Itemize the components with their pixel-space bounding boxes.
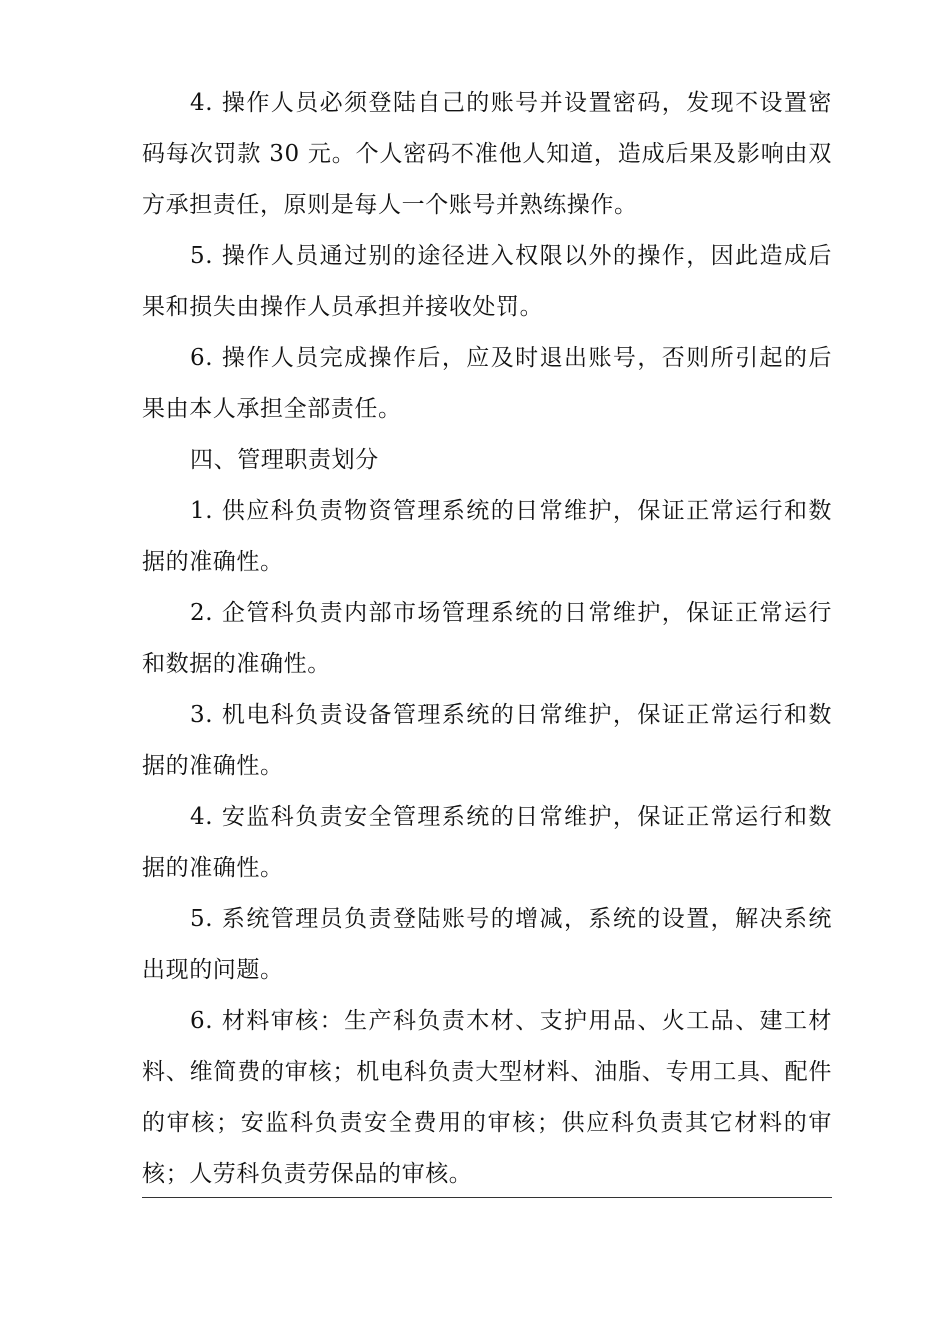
paragraph-unauthorized-access: 5. 操作人员通过别的途径进入权限以外的操作，因此造成后果和损失由操作人员承担并接收处罚。 <box>142 243 832 320</box>
paragraph-safety-dept: 4. 安监科负责安全管理系统的日常维护，保证正常运行和数据的准确性。 <box>142 804 832 881</box>
paragraph-logout: 6. 操作人员完成操作后，应及时退出账号，否则所引起的后果由本人承担全部责任。 <box>142 345 832 422</box>
paragraph-electromechanical-dept: 3. 机电科负责设备管理系统的日常维护，保证正常运行和数据的准确性。 <box>142 702 832 779</box>
paragraph-supply-dept: 1. 供应科负责物资管理系统的日常维护，保证正常运行和数据的准确性。 <box>142 498 832 575</box>
section-heading-responsibilities: 四、管理职责划分 <box>190 447 379 473</box>
paragraph-account-password: 4. 操作人员必须登陆自己的账号并设置密码，发现不设置密码每次罚款 30 元。个人密码不准他人知道，造成后果及影响由双方承担责任，原则是每人一个账号并熟练操作。 <box>142 90 832 218</box>
footer-divider <box>142 1197 832 1198</box>
paragraph-material-review: 6. 材料审核：生产科负责木材、支护用品、火工品、建工材料、维简费的审核；机电科负责大型材料、油脂、专用工具、配件的审核；安监科负责安全费用的审核；供应科负责其它材料的审核；人劳科负责劳保品的审核。 <box>142 1008 832 1187</box>
paragraph-management-dept: 2. 企管科负责内部市场管理系统的日常维护，保证正常运行和数据的准确性。 <box>142 600 832 677</box>
document-body <box>142 78 832 1200</box>
paragraph-system-admin: 5. 系统管理员负责登陆账号的增减，系统的设置，解决系统出现的问题。 <box>142 906 832 983</box>
